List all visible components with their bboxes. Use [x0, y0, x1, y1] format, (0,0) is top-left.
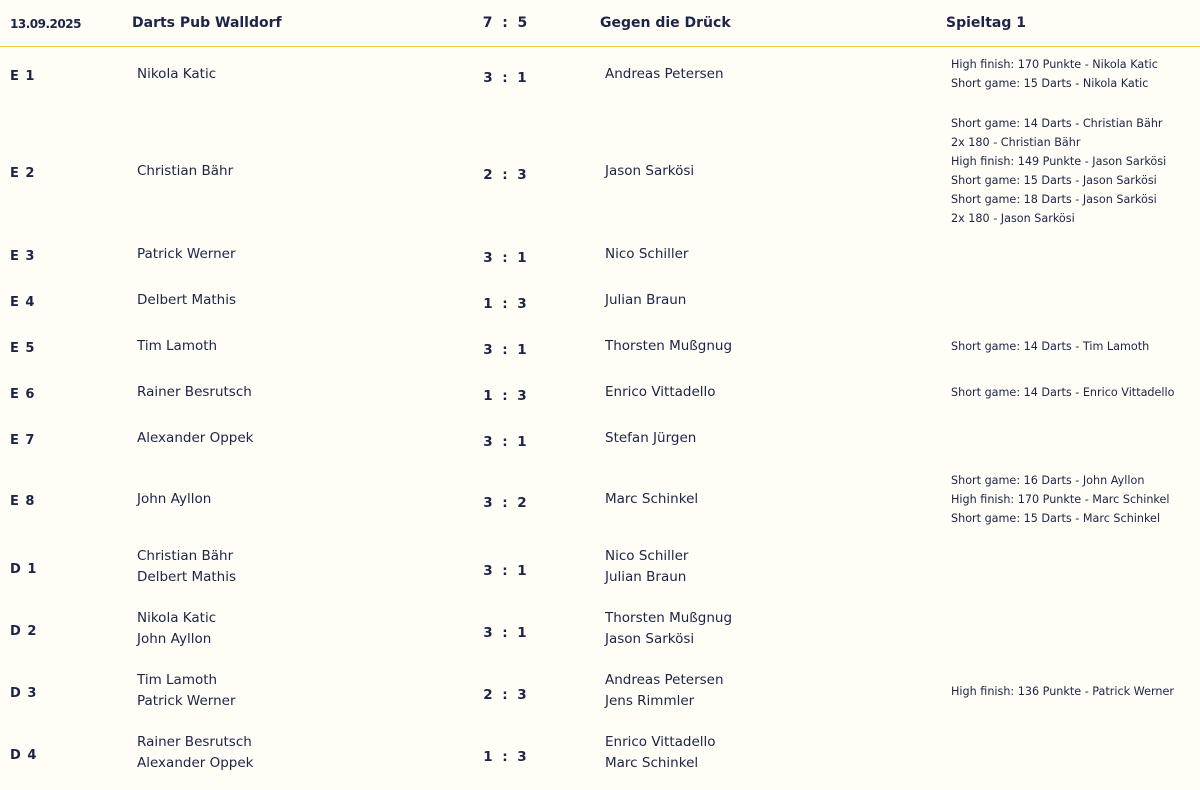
home-players	[137, 608, 216, 650]
away-legs: 1	[517, 625, 527, 641]
home-legs: 3	[483, 342, 493, 358]
score-separator: :	[502, 70, 508, 86]
away-legs: 1	[517, 434, 527, 450]
home-player-name: Christian Bähr	[137, 548, 234, 564]
away-legs: 3	[517, 749, 527, 765]
match-code: D 1	[10, 562, 38, 577]
away-player-name: Marc Schinkel	[605, 490, 699, 507]
home-legs: 1	[483, 296, 493, 312]
match-score	[475, 625, 535, 641]
match-score	[475, 563, 535, 579]
home-legs: 2	[483, 167, 493, 183]
match-code: E 2	[10, 166, 36, 181]
home-legs: 1	[483, 749, 493, 765]
match-code: E 6	[10, 387, 36, 402]
away-legs: 1	[517, 563, 527, 579]
home-players	[137, 244, 236, 265]
matchday-label: Spieltag 1	[946, 15, 1026, 31]
away-legs: 1	[517, 250, 527, 266]
away-players	[605, 336, 732, 357]
match-code: D 4	[10, 748, 38, 763]
match-score	[475, 70, 535, 86]
match-highlights	[951, 682, 1174, 701]
away-players	[605, 732, 716, 774]
match-highlights	[951, 383, 1174, 402]
total-score-away: 5	[517, 15, 528, 31]
score-separator: :	[502, 563, 508, 579]
away-players	[605, 489, 698, 510]
away-players	[605, 546, 688, 588]
score-separator: :	[502, 749, 508, 765]
score-separator: :	[502, 250, 508, 266]
away-players	[605, 161, 694, 182]
away-player-name: Julian Braun	[605, 569, 687, 585]
away-player-name: Julian Braun	[605, 291, 687, 308]
home-legs: 3	[483, 434, 493, 450]
away-player-name: Stefan Jürgen	[605, 429, 697, 446]
away-player-name: Jens Rimmler	[605, 693, 695, 709]
away-player-name: Enrico Vittadello	[605, 383, 716, 400]
away-player-name: Marc Schinkel	[605, 755, 699, 771]
away-legs: 1	[517, 70, 527, 86]
home-legs: 3	[483, 250, 493, 266]
highlight-entry: Short game: 15 Darts - Jason Sarkösi	[951, 174, 1157, 187]
home-player-name: Tim Lamoth	[137, 337, 218, 354]
match-highlights	[951, 471, 1169, 528]
match-date: 13.09.2025	[10, 17, 81, 31]
match-code: D 2	[10, 624, 38, 639]
away-player-name: Andreas Petersen	[605, 672, 724, 688]
total-score	[475, 15, 535, 31]
match-highlights	[951, 55, 1158, 93]
away-player-name: Andreas Petersen	[605, 65, 724, 82]
highlight-entry: Short game: 14 Darts - Tim Lamoth	[951, 339, 1150, 353]
match-code: E 3	[10, 249, 36, 264]
highlight-entry: Short game: 15 Darts - Marc Schinkel	[951, 511, 1161, 525]
home-players	[137, 161, 233, 182]
away-players	[605, 244, 688, 265]
away-players	[605, 64, 724, 85]
away-legs: 3	[517, 687, 527, 703]
score-separator: :	[502, 388, 508, 404]
home-player-name: Delbert Mathis	[137, 569, 237, 585]
home-player-name: Tim Lamoth	[137, 672, 218, 688]
match-score	[475, 434, 535, 450]
away-player-name: Nico Schiller	[605, 548, 689, 564]
away-player-name: Enrico Vittadello	[605, 734, 716, 750]
home-player-name: Nikola Katic	[137, 65, 217, 82]
home-players	[137, 428, 253, 449]
match-code: E 1	[10, 69, 36, 84]
score-separator: :	[502, 167, 508, 183]
match-code: E 8	[10, 494, 36, 509]
away-player-name: Thorsten Mußgnug	[605, 337, 733, 354]
match-highlights	[951, 114, 1166, 228]
match-highlights	[951, 337, 1149, 356]
away-legs: 2	[517, 495, 527, 511]
match-score	[475, 749, 535, 765]
away-legs: 3	[517, 167, 527, 183]
home-player-name: Rainer Besrutsch	[137, 383, 252, 400]
home-players	[137, 290, 236, 311]
highlight-entry: High finish: 136 Punkte - Patrick Werner	[951, 684, 1174, 698]
home-team-name: Darts Pub Walldorf	[132, 15, 282, 31]
home-players	[137, 670, 236, 712]
home-player-name: Rainer Besrutsch	[137, 734, 252, 750]
highlight-entry: High finish: 170 Punkte - Nikola Katic	[951, 58, 1158, 71]
home-player-name: Nikola Katic	[137, 610, 217, 626]
home-legs: 3	[483, 495, 493, 511]
match-score	[475, 296, 535, 312]
highlight-entry: Short game: 15 Darts - Nikola Katic	[951, 77, 1149, 90]
away-player-name: Jason Sarkösi	[605, 631, 695, 647]
highlight-entry: Short game: 14 Darts - Enrico Vittadello	[951, 385, 1175, 399]
away-team-name: Gegen die Drück	[600, 15, 731, 31]
away-player-name: Thorsten Mußgnug	[605, 610, 733, 626]
home-legs: 3	[483, 563, 493, 579]
match-score	[475, 495, 535, 511]
home-players	[137, 489, 211, 510]
away-players	[605, 290, 686, 311]
home-legs: 2	[483, 687, 493, 703]
match-score	[475, 388, 535, 404]
home-players	[137, 336, 217, 357]
highlight-entry: 2x 180 - Jason Sarkösi	[951, 212, 1075, 225]
home-player-name: Patrick Werner	[137, 245, 236, 262]
away-players	[605, 608, 732, 650]
home-player-name: Christian Bähr	[137, 162, 234, 179]
match-score	[475, 167, 535, 183]
score-separator: :	[502, 434, 508, 450]
match-header	[0, 0, 1200, 47]
home-legs: 3	[483, 625, 493, 641]
away-player-name: Jason Sarkösi	[605, 162, 695, 179]
highlight-entry: High finish: 170 Punkte - Marc Schinkel	[951, 492, 1170, 506]
home-player-name: Alexander Oppek	[137, 755, 254, 771]
match-code: D 3	[10, 686, 38, 701]
home-legs: 3	[483, 70, 493, 86]
away-players	[605, 670, 724, 712]
home-players	[137, 64, 216, 85]
match-code: E 5	[10, 341, 36, 356]
away-legs: 3	[517, 388, 527, 404]
home-players	[137, 546, 236, 588]
total-score-separator: :	[502, 15, 508, 31]
away-players	[605, 382, 716, 403]
home-player-name: John Ayllon	[137, 490, 212, 507]
match-code: E 7	[10, 433, 36, 448]
home-players	[137, 382, 252, 403]
match-code: E 4	[10, 295, 36, 310]
score-separator: :	[502, 687, 508, 703]
home-player-name: Patrick Werner	[137, 693, 236, 709]
home-legs: 1	[483, 388, 493, 404]
match-score	[475, 687, 535, 703]
total-score-home: 7	[482, 15, 493, 31]
away-player-name: Nico Schiller	[605, 245, 689, 262]
highlight-entry: High finish: 149 Punkte - Jason Sarkösi	[951, 155, 1167, 168]
highlight-entry: Short game: 14 Darts - Christian Bähr	[951, 117, 1163, 130]
home-player-name: Delbert Mathis	[137, 291, 237, 308]
home-player-name: John Ayllon	[137, 631, 212, 647]
match-score	[475, 250, 535, 266]
home-player-name: Alexander Oppek	[137, 429, 254, 446]
score-separator: :	[502, 495, 508, 511]
away-players	[605, 428, 696, 449]
highlight-entry: Short game: 18 Darts - Jason Sarkösi	[951, 193, 1157, 206]
highlight-entry: Short game: 16 Darts - John Ayllon	[951, 473, 1145, 487]
match-score	[475, 342, 535, 358]
highlight-entry: 2x 180 - Christian Bähr	[951, 136, 1081, 149]
away-legs: 3	[517, 296, 527, 312]
score-separator: :	[502, 342, 508, 358]
away-legs: 1	[517, 342, 527, 358]
score-separator: :	[502, 625, 508, 641]
score-separator: :	[502, 296, 508, 312]
home-players	[137, 732, 253, 774]
